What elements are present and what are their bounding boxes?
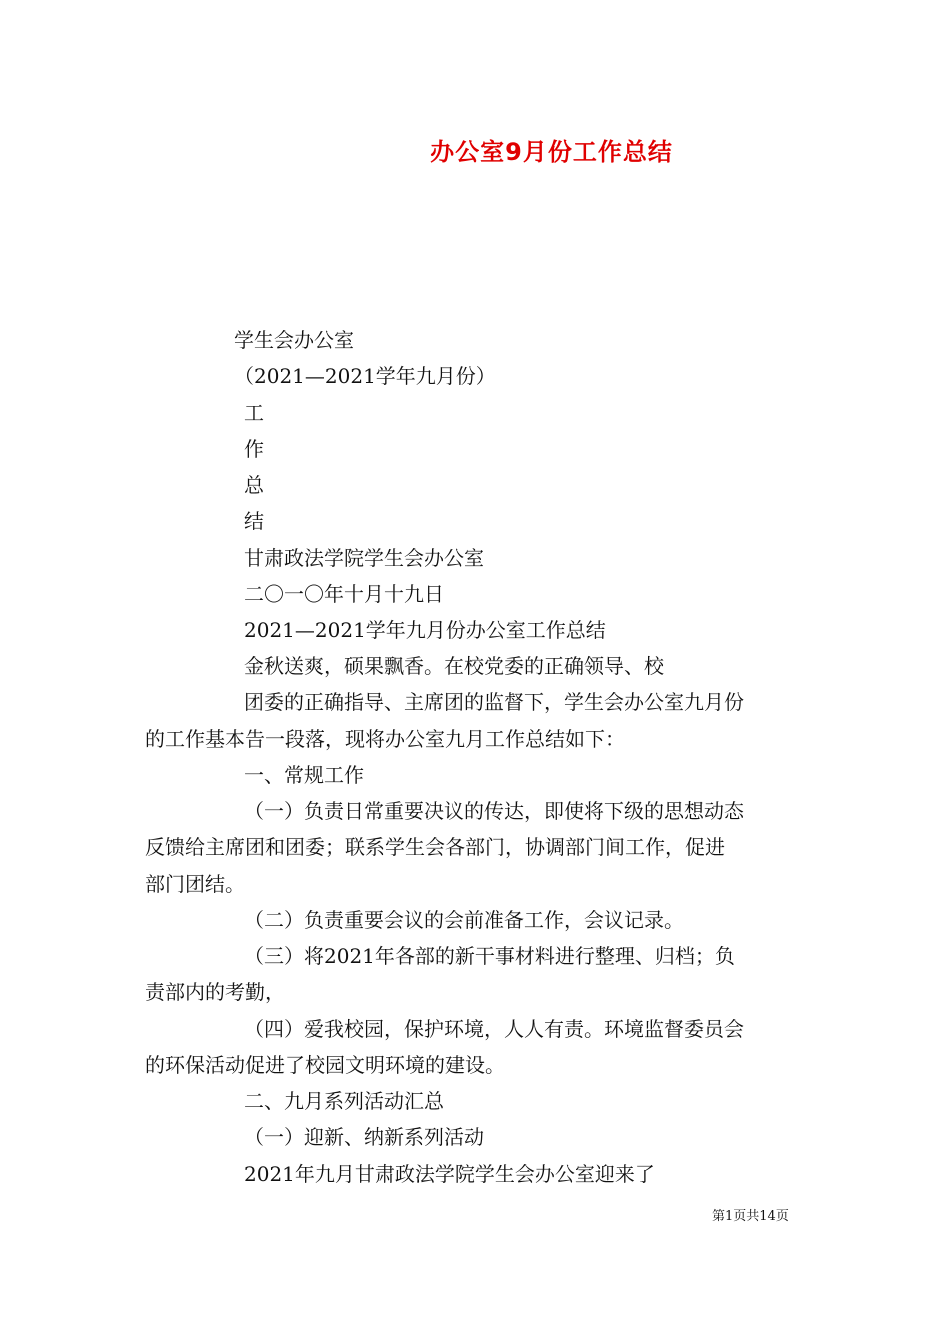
body-paragraph-line: 2021年九月甘肃政法学院学生会办公室迎来了 [244,1162,655,1186]
body-paragraph-line: 的工作基本告一段落，现将办公室九月工作总结如下： [145,727,625,751]
body-paragraph-line: （三）将2021年各部的新干事材料进行整理、归档；负 [244,944,735,968]
body-paragraph-line: （二）负责重要会议的会前准备工作，会议记录。 [244,908,684,932]
document-title: 办公室9月份工作总结 [430,138,673,166]
body-paragraph-line: （一）负责日常重要决议的传达，即使将下级的思想动态 [244,799,744,823]
body-paragraph-line: 反馈给主席团和团委；联系学生会各部门，协调部门间工作，促进 [145,835,725,859]
cover-date: 二〇一〇年十月十九日 [244,582,444,606]
cover-org: 学生会办公室 [234,328,354,352]
body-paragraph-line: 金秋送爽，硕果飘香。在校党委的正确领导、校 [244,654,664,678]
page-footer: 第1页共14页 [712,1209,789,1224]
body-paragraph-line: 责部内的考勤， [145,980,285,1004]
cover-period: （2021—2021学年九月份） [234,364,496,388]
cover-vertical-char: 总 [244,473,264,497]
body-paragraph-line: 的环保活动促进了校园文明环境的建设。 [145,1053,505,1077]
body-paragraph-line: 团委的正确指导、主席团的监督下，学生会办公室九月份 [244,690,744,714]
body-paragraph-line: （四）爱我校园，保护环境，人人有责。环境监督委员会 [244,1017,744,1041]
body-paragraph-line: 部门团结。 [145,872,245,896]
cover-school-org: 甘肃政法学院学生会办公室 [244,546,484,570]
section-title: 二、九月系列活动汇总 [244,1089,444,1113]
subsection-title: （一）迎新、纳新系列活动 [244,1125,484,1149]
cover-vertical-char: 工 [244,401,264,425]
section-title: 一、常规工作 [244,763,364,787]
cover-vertical-char: 作 [244,437,264,461]
cover-vertical-char: 结 [244,509,264,533]
body-heading: 2021—2021学年九月份办公室工作总结 [244,618,606,642]
